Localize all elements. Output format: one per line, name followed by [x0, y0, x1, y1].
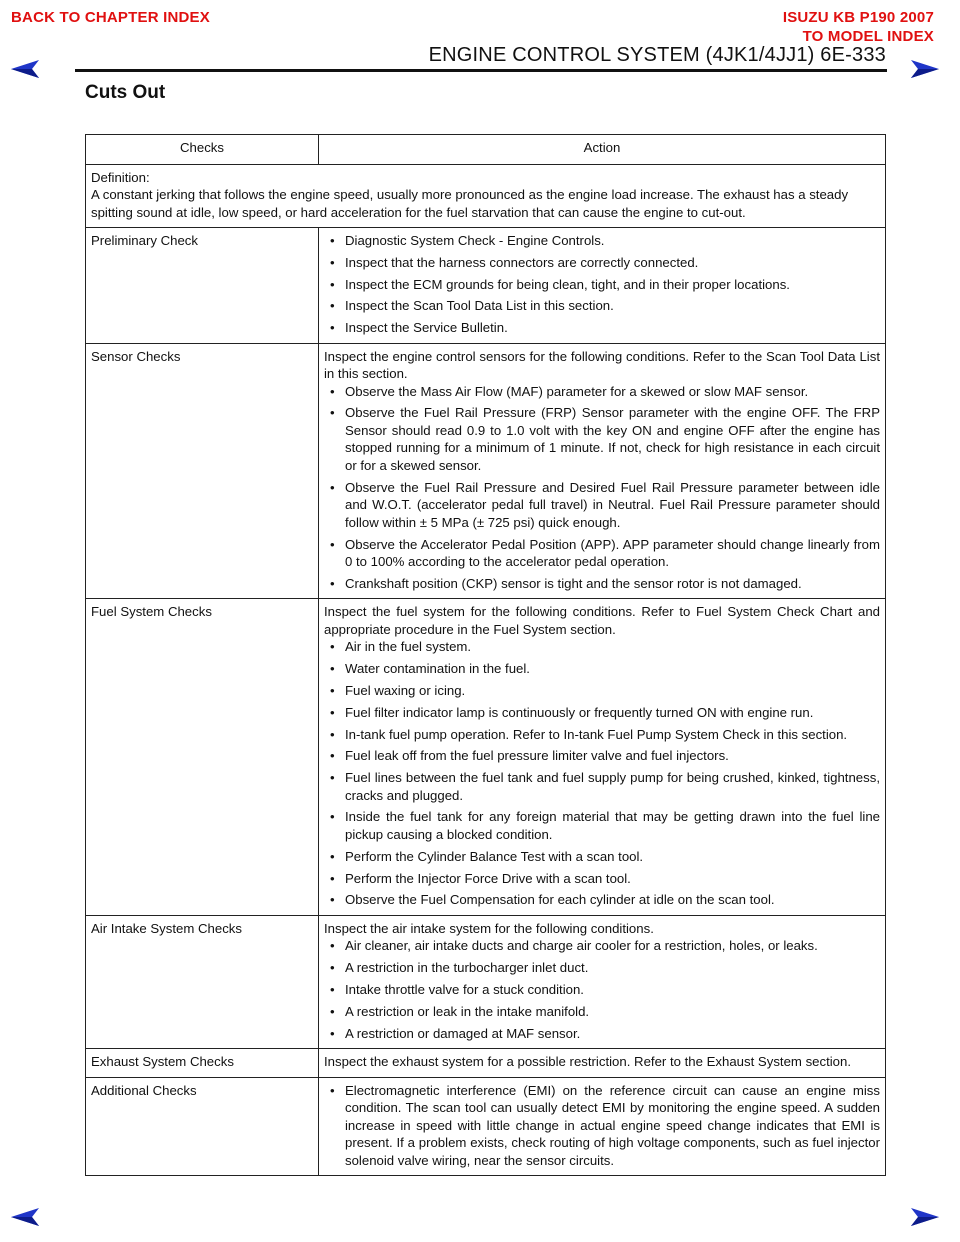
action-cell: [319, 915, 886, 1048]
model-title-link[interactable]: ISUZU KB P190 2007: [782, 9, 934, 26]
action-bullet-list: [324, 1082, 880, 1170]
action-intro-text: Inspect the exhaust system for a possible restriction. Refer to the Exhaust System section.: [324, 1054, 852, 1070]
column-header-checks: Checks: [86, 135, 319, 165]
action-bullet-list: [324, 383, 880, 593]
action-bullet-list: [324, 937, 880, 1042]
check-name-cell: Sensor Checks: [86, 343, 319, 599]
list-item: • Observe the Fuel Compensation for each cylinder at idle on the scan tool.: [324, 891, 880, 909]
list-item: • Fuel lines between the fuel tank and fuel supply pump for being crushed, kinked, tightness, cracks and plugged.: [324, 769, 880, 804]
list-item: • A restriction or leak in the intake manifold.: [324, 1003, 880, 1021]
action-bullet-list: [324, 638, 880, 908]
check-name-cell: Additional Checks: [86, 1077, 319, 1176]
definition-text: A constant jerking that follows the engine speed, usually more pronounced as the engine load increase. The exhaust has a steady spitting sound at idle, low speed, or hard acceleration for the fuel starvation that can cause the engine to cut-out.: [91, 187, 849, 220]
list-item: • Air cleaner, air intake ducts and charge air cooler for a restriction, holes, or leaks.: [324, 937, 880, 955]
list-item: • Inspect the Service Bulletin.: [324, 319, 880, 337]
check-name-cell: Air Intake System Checks: [86, 915, 319, 1048]
action-intro-text: Inspect the fuel system for the following conditions. Refer to Fuel System Check Chart and appropriate procedure in the Fuel System section.: [324, 604, 880, 637]
action-intro-text: Inspect the air intake system for the following conditions.: [324, 920, 654, 936]
list-item: • Fuel waxing or icing.: [324, 682, 880, 700]
action-bullet-list: [324, 232, 880, 337]
list-item: • Perform the Injector Force Drive with a scan tool.: [324, 870, 880, 888]
previous-page-arrow-bottom-icon[interactable]: [10, 1206, 40, 1228]
action-cell: [319, 599, 886, 915]
previous-page-arrow-icon[interactable]: [10, 58, 40, 80]
list-item: • Observe the Accelerator Pedal Position (APP). APP parameter should change linearly from 0 to 100% according to the accelerator pedal operation.: [324, 536, 880, 571]
list-item: • A restriction or damaged at MAF sensor.: [324, 1025, 880, 1043]
list-item: • Crankshaft position (CKP) sensor is tight and the sensor rotor is not damaged.: [324, 575, 880, 593]
list-item: • Intake throttle valve for a stuck condition.: [324, 981, 880, 999]
list-item: • Observe the Fuel Rail Pressure and Desired Fuel Rail Pressure parameter between idle and W.O.T. (accelerator pedal full travel) in Neutral. Fuel Rail Pressure parameter should follow within ± 5 MPa (± 725 psi) quick enough.: [324, 479, 880, 532]
next-page-arrow-bottom-icon[interactable]: [910, 1206, 940, 1228]
table-header-row: [86, 135, 886, 165]
page-header-title: ENGINE CONTROL SYSTEM (4JK1/4JJ1) 6E-333: [428, 44, 886, 66]
list-item: • Diagnostic System Check - Engine Controls.: [324, 232, 880, 250]
table-row: [86, 599, 886, 915]
list-item: • Observe the Fuel Rail Pressure (FRP) Sensor parameter with the engine OFF. The FRP Sensor should read 0.9 to 1.0 volt with the key ON and engine OFF after the engine has stopped running for a minimum of 1 minute. If not, check for high resistance in each circuit or for a skewed sensor.: [324, 404, 880, 474]
list-item: • Air in the fuel system.: [324, 638, 880, 656]
list-item: • Perform the Cylinder Balance Test with a scan tool.: [324, 848, 880, 866]
header-divider: [75, 69, 887, 72]
list-item: • Inside the fuel tank for any foreign material that may be getting drawn into the fuel line pickup causing a blocked condition.: [324, 808, 880, 843]
table-row: [86, 343, 886, 599]
list-item: • Water contamination in the fuel.: [324, 660, 880, 678]
list-item: • Observe the Mass Air Flow (MAF) parameter for a skewed or slow MAF sensor.: [324, 383, 880, 401]
definition-row: [86, 164, 886, 228]
back-to-chapter-index-link[interactable]: BACK TO CHAPTER INDEX: [11, 9, 210, 26]
action-cell: [319, 1049, 886, 1078]
list-item: • Inspect the Scan Tool Data List in this section.: [324, 297, 880, 315]
list-item: • Fuel leak off from the fuel pressure limiter valve and fuel injectors.: [324, 747, 880, 765]
action-intro-text: Inspect the engine control sensors for the following conditions. Refer to the Scan Tool Data List in this section.: [324, 348, 880, 382]
list-item: • Fuel filter indicator lamp is continuously or frequently turned ON with engine run.: [324, 704, 880, 722]
list-item: • In-tank fuel pump operation. Refer to In-tank Fuel Pump System Check in this section.: [324, 726, 880, 744]
table-row: [86, 1077, 886, 1176]
action-cell: [319, 1077, 886, 1176]
action-cell: [319, 228, 886, 344]
definition-cell: [86, 164, 886, 228]
action-cell: [319, 343, 886, 599]
table-row: [86, 1049, 886, 1078]
check-name-cell: Fuel System Checks: [86, 599, 319, 915]
column-header-action: Action: [319, 135, 886, 165]
table-row: [86, 915, 886, 1048]
list-item: • Electromagnetic interference (EMI) on the reference circuit can cause an engine miss condition. The scan tool can usually detect EMI by monitoring the engine speed. A sudden increase in speed with little change in actual engine speed change indicates that EMI is present. If a problem exists, check routing of high voltage components, such as fuel injector solenoid valve wiring, near the sensor circuits.: [324, 1082, 880, 1170]
check-name-cell: Exhaust System Checks: [86, 1049, 319, 1078]
page-title: Cuts Out: [85, 82, 166, 103]
checks-action-table: [85, 134, 886, 1176]
list-item: • Inspect that the harness connectors are correctly connected.: [324, 254, 880, 272]
list-item: • Inspect the ECM grounds for being clean, tight, and in their proper locations.: [324, 276, 880, 294]
table-row: [86, 228, 886, 344]
definition-label: Definition:: [91, 169, 150, 185]
to-model-index-link[interactable]: TO MODEL INDEX: [802, 28, 934, 45]
list-item: • A restriction in the turbocharger inlet duct.: [324, 959, 880, 977]
next-page-arrow-icon[interactable]: [910, 58, 940, 80]
check-name-cell: Preliminary Check: [86, 228, 319, 344]
